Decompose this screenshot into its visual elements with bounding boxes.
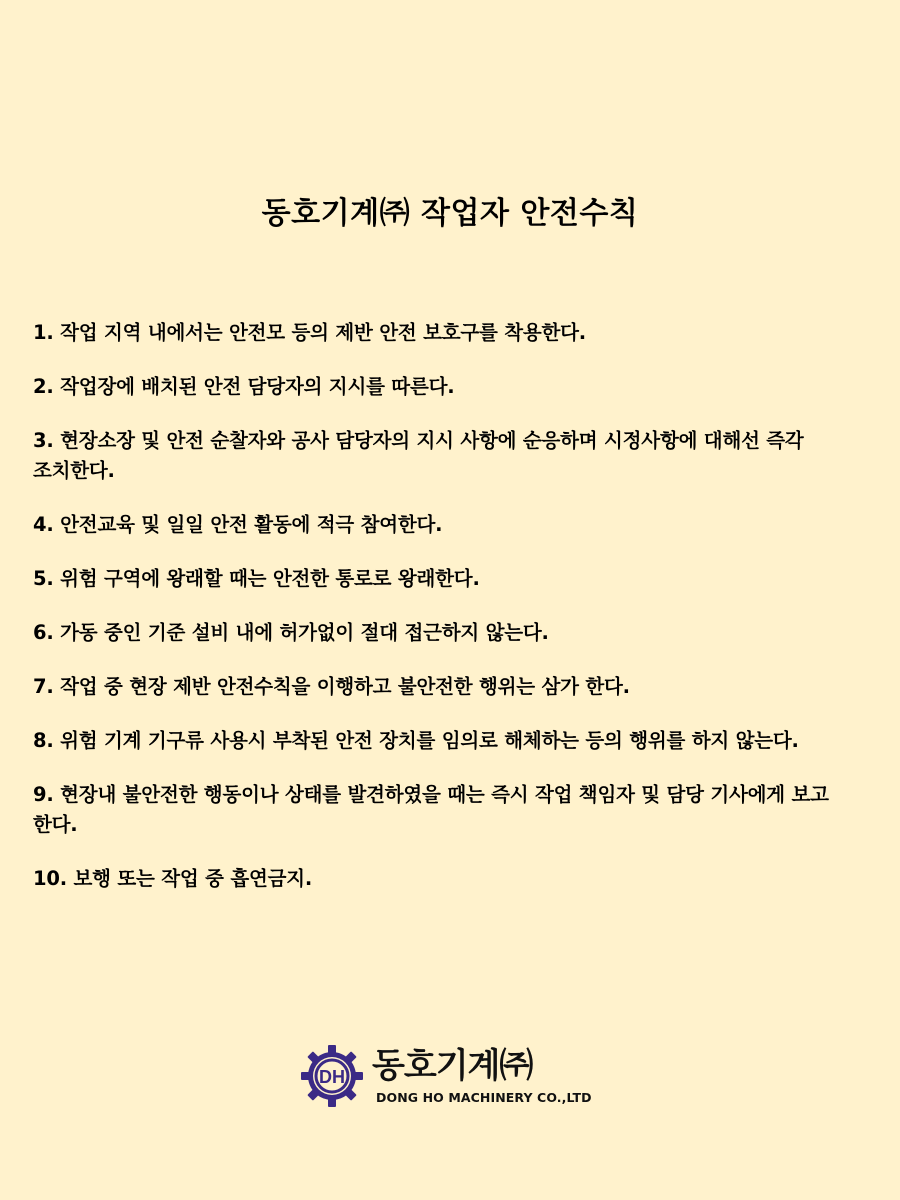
rule-item: 7. 작업 중 현장 제반 안전수칙을 이행하고 불안전한 행위는 삼가 한다. — [33, 675, 630, 698]
gear-icon — [300, 1044, 364, 1108]
rule-item: 1. 작업 지역 내에서는 안전모 등의 제반 안전 보호구를 착용한다. — [33, 321, 587, 344]
logo-company-name: 동호기계㈜ — [372, 1046, 533, 1086]
svg-text:DH: DH — [319, 1067, 345, 1087]
rule-item: 9. 현장내 불안전한 행동이나 상태를 발견하였을 때는 즉시 작업 책임자 및 담당 기사에게 보고 한다. — [33, 783, 829, 836]
company-logo — [300, 1044, 600, 1114]
logo-company-subtitle: DONG HO MACHINERY CO.,LTD — [376, 1090, 592, 1105]
rules-list — [33, 318, 863, 918]
rule-item: 3. 현장소장 및 안전 순찰자와 공사 담당자의 지시 사항에 순응하며 시정사항에 대해선 즉각 조치한다. — [33, 429, 804, 482]
rule-item: 6. 가동 중인 기준 설비 내에 허가없이 절대 접근하지 않는다. — [33, 621, 549, 644]
rule-item: 8. 위험 기계 기구류 사용시 부착된 안전 장치를 임의로 해체하는 등의 행위를 하지 않는다. — [33, 729, 799, 752]
document-title: 동호기계㈜ 작업자 안전수칙 — [261, 196, 639, 231]
rule-item: 10. 보행 또는 작업 중 흡연금지. — [33, 867, 313, 890]
rule-item: 4. 안전교육 및 일일 안전 활동에 적극 참여한다. — [33, 513, 443, 536]
rule-item: 2. 작업장에 배치된 안전 담당자의 지시를 따른다. — [33, 375, 455, 398]
rule-item: 5. 위험 구역에 왕래할 때는 안전한 통로로 왕래한다. — [33, 567, 480, 590]
